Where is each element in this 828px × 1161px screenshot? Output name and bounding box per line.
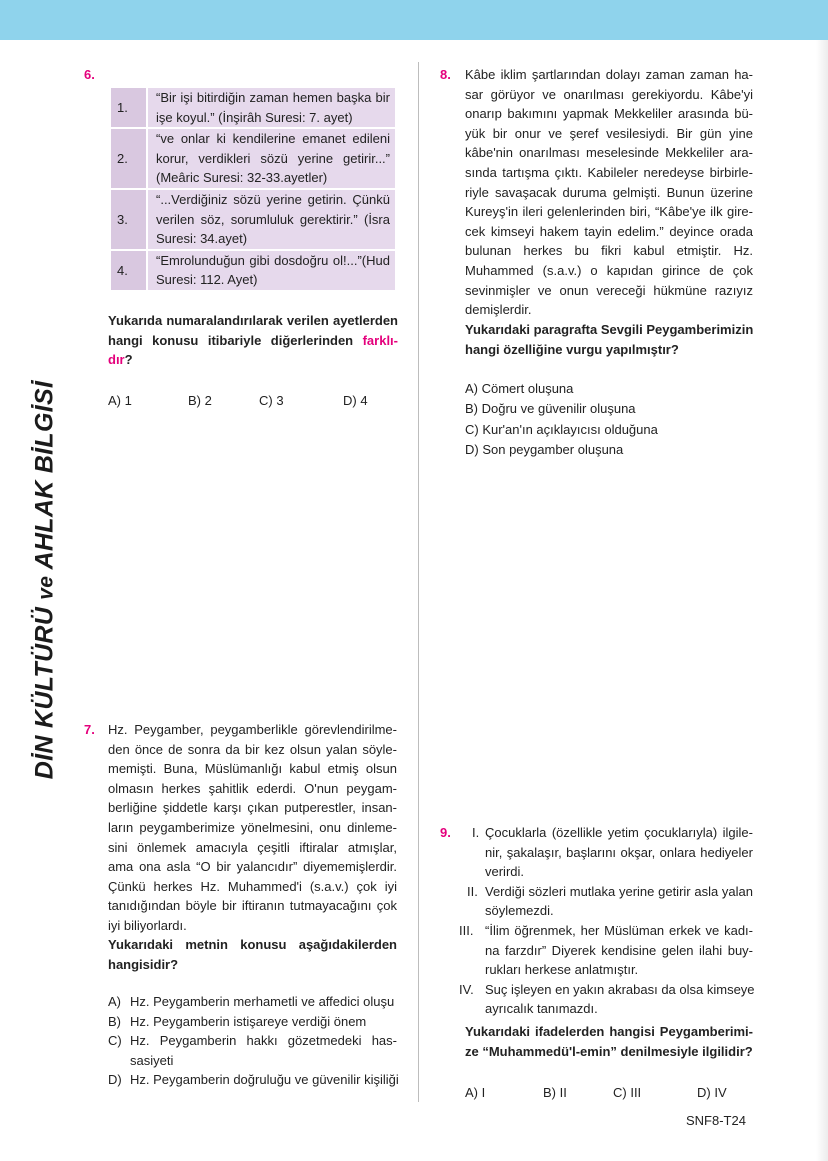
text-line: “Bir işi bitirdiğin zaman hemen başka bir	[156, 90, 390, 105]
option-text	[130, 992, 397, 1012]
text-line: ze “Muhammedü'l-emin” denilmesiyle ilgilidir?	[465, 1043, 753, 1059]
text-line: işe koyul.” (İnşirâh Suresi: 7. ayet)	[156, 109, 353, 125]
top-color-band	[0, 0, 828, 40]
text-line: riyle savaşacak duruma gelmişti. Bunun üzerine	[465, 184, 753, 200]
verse-number: 4.	[111, 250, 147, 291]
verse-row	[111, 189, 395, 250]
text-line: ların peygamberimize yönelmesini, onu dinleme-	[108, 819, 397, 835]
text-line: kâbe'nin onarılması meselesinde Mekkeliler ara-	[465, 145, 753, 161]
verse-row	[111, 250, 395, 291]
text-line: sevinmişler ve onun vereceği hükmüne razıyız	[465, 282, 753, 298]
question-8-number: 8.	[440, 67, 451, 82]
text-line: memişti. Buna, Müslümanlığı kabul etmiş olsun	[108, 761, 397, 777]
text-line: Hz. Peygamberin istişareye verdiği önem	[130, 1013, 367, 1029]
text-line: sar görüyor ve onarılması gerekiyordu. Kâbe'yi	[465, 86, 753, 102]
question-7-prompt	[108, 935, 397, 974]
option-text	[130, 1070, 397, 1090]
text-line: Hz. Peygamber, peygamberlikle görevlendirilme-	[108, 722, 397, 737]
text-line: Hz. Peygamberin hakkı gözetmedeki has-	[130, 1033, 397, 1049]
option-letter: D)	[108, 1072, 122, 1088]
question-9-statements	[459, 823, 755, 1019]
text-line: Hz. Peygamberin doğruluğu ve güvenilir kişiliği	[130, 1072, 399, 1088]
question-7-options	[108, 992, 397, 1090]
q7-option-c[interactable]	[108, 1031, 397, 1070]
q6-option-d[interactable]: D) 4	[343, 393, 368, 408]
text-line: na farzdır” Diyerek kendisine gelen ilahi buy-	[485, 942, 753, 958]
q6-option-a[interactable]: A) 1	[108, 393, 132, 408]
text-line: Kureyş'in ileri gelenlerinden biri, “Kâbe'ye ilk gire-	[465, 204, 753, 220]
text-line: yük bir onur ve şeref vesilesiydi. Bir gün yine	[465, 125, 753, 141]
statement-IV	[459, 980, 755, 1019]
verse-text	[147, 189, 395, 250]
q8-option-d[interactable]: D) Son peygamber oluşuna	[465, 442, 624, 457]
prompt-text: ?	[124, 352, 133, 368]
text-line: Muhammed (s.a.v.) o kapıdan girince de çok	[465, 262, 753, 278]
text-line: rukları herkese anlatmıştır.	[485, 962, 639, 978]
question-7-text	[108, 720, 397, 936]
q9-option-c[interactable]: C) III	[613, 1085, 642, 1100]
subject-title-ve: ve	[34, 575, 58, 600]
option-text	[130, 1012, 397, 1032]
text-line: ayrıcalık tanımazdı.	[485, 1001, 598, 1017]
prompt-line	[108, 350, 398, 370]
text-line: sini önlemek amacıyla çeşitli iftiralar atmışlar,	[108, 839, 397, 855]
statement-II	[465, 882, 753, 921]
q9-option-a[interactable]: A) I	[465, 1085, 486, 1100]
text-line: tanıdığından böyle bir iftiranın tutmayacağını çok	[108, 898, 397, 914]
text-line: Suresi: 112. Ayet)	[156, 272, 258, 288]
verse-number: 1.	[111, 88, 147, 128]
statement-III	[459, 921, 753, 980]
text-line: Verdiği sözleri mutlaka yerine getirir asla yalan	[485, 883, 753, 899]
roman-numeral: IV.	[459, 981, 474, 997]
text-line: Yukarıdaki paragrafta Sevgili Peygamberimizin	[465, 322, 754, 337]
page-code: SNF8-T24	[686, 1113, 746, 1128]
question-9-number: 9.	[440, 825, 451, 840]
text-line: den önce de sonra da bir kez olsun yalan söyle-	[108, 741, 397, 757]
prompt-line	[108, 331, 398, 351]
q8-option-c[interactable]: C) Kur'an'ın açıklayıcısı olduğuna	[465, 422, 658, 437]
statement-text	[485, 921, 753, 980]
verse-text	[147, 88, 395, 128]
text-line: söylemezdi.	[485, 903, 554, 919]
q7-option-d[interactable]	[108, 1070, 397, 1090]
prompt-line: Yukarıda numaralandırılarak verilen ayetlerden	[108, 313, 398, 328]
verse-number: 3.	[111, 189, 147, 250]
q6-option-b[interactable]: B) 2	[188, 393, 212, 408]
column-divider	[418, 62, 419, 1102]
q6-option-c[interactable]: C) 3	[259, 393, 284, 408]
text-line: cek kimseyi hakem tayin edelim.” deyince orada	[465, 223, 753, 239]
text-line: Yukarıdaki metnin konusu aşağıdakilerden	[108, 937, 397, 952]
question-6-number: 6.	[84, 67, 95, 82]
verse-text	[147, 128, 395, 189]
question-7-number: 7.	[84, 722, 95, 737]
text-line: verilen söz, sorumluluk gerektirir.” (İsra	[156, 211, 390, 227]
question-8-prompt	[465, 320, 753, 359]
option-letter: B)	[108, 1013, 121, 1029]
option-letter: A)	[108, 994, 121, 1009]
text-line: sında tartışma çıktı. Kabileler neredeyse birbirle-	[465, 164, 753, 180]
q9-option-d[interactable]: D) IV	[697, 1085, 727, 1100]
text-line: Çünkü herkes Hz. Muhammed'i (s.a.v.) çok iyi	[108, 878, 397, 894]
text-line: Suç işleyen en yakın akrabası da olsa kimseye	[485, 981, 755, 997]
statement-I	[465, 823, 753, 882]
verse-table	[111, 88, 395, 292]
question-9-prompt	[465, 1022, 753, 1061]
subject-title	[31, 381, 60, 779]
text-line: korur, verdikleri sözü yerine getirir...”	[156, 150, 390, 166]
q8-option-a[interactable]: A) Cömert oluşuna	[465, 381, 574, 396]
text-line: Yukarıdaki ifadelerden hangisi Peygamberimi-	[465, 1024, 753, 1039]
statement-text	[485, 882, 753, 921]
text-line: Kâbe iklim şartlarından dolayı zaman zaman ha-	[465, 67, 753, 82]
text-line: verirdi.	[485, 864, 525, 880]
text-line: “İlim öğrenmek, her Müslüman erkek ve kadı-	[485, 922, 753, 938]
text-line: “...Verdiğiniz sözü yerine getirin. Çünkü	[156, 191, 390, 207]
statement-text	[485, 823, 753, 882]
text-line: Çocuklarla (özellikle yetim çocuklarıyla) ilgile-	[485, 825, 753, 840]
text-line: “Emrolunduğun gibi dosdoğru ol!...”(Hud	[156, 252, 390, 268]
page-edge-shadow	[816, 40, 828, 1161]
roman-numeral: II.	[467, 883, 478, 899]
statement-text	[485, 980, 753, 1019]
prompt-text: hangi konusu itibariyle diğerlerinden	[108, 332, 363, 348]
subject-title-part2: AHLAK BİLGİSİ	[30, 380, 59, 576]
text-line: demişlerdir.	[465, 302, 532, 318]
text-line: Hz. Peygamberin merhametli ve affedici oluşu	[130, 994, 395, 1009]
subject-title-part1: DİN KÜLTÜRÜ	[30, 599, 59, 780]
text-line: bulunan herkes bu fikri kabul etmiştir. Hz.	[465, 243, 753, 259]
verse-row	[111, 88, 395, 128]
q9-option-b[interactable]: B) II	[543, 1085, 567, 1100]
question-8-text	[465, 65, 753, 320]
text-line: sasiyeti	[130, 1052, 174, 1068]
roman-numeral: III.	[459, 922, 474, 938]
option-text	[130, 1031, 397, 1070]
text-line: Suresi: 34.ayet)	[156, 231, 248, 247]
question-6-prompt	[108, 311, 398, 370]
text-line: “ve onlar ki kendilerine emanet edileni	[156, 131, 390, 147]
roman-numeral: I.	[472, 825, 480, 840]
text-line: olmasın herkes şahitlik ederdi. O'nun peygam-	[108, 780, 397, 796]
prompt-highlight: farklı-	[362, 332, 398, 348]
q7-option-a[interactable]	[108, 992, 397, 1012]
prompt-highlight: dır	[108, 352, 125, 368]
text-line: onarıp bakımını yapmak Mekkeliler arasında bü-	[465, 106, 753, 122]
option-letter: C)	[108, 1033, 122, 1049]
q8-option-b[interactable]: B) Doğru ve güvenilir oluşuna	[465, 401, 636, 416]
verse-row	[111, 128, 395, 189]
text-line: hangi özelliğine vurgu yapılmıştır?	[465, 341, 679, 357]
text-line: (Meâric Suresi: 32-33.ayetler)	[156, 170, 328, 186]
verse-number: 2.	[111, 128, 147, 189]
text-line: ama ona asla “O bir yalancıdır” diyememişlerdir.	[108, 859, 397, 875]
text-line: berliğine şiddetle karşı çıkan putperestler, insan-	[108, 800, 397, 816]
q7-option-b[interactable]	[108, 1012, 397, 1032]
text-line: iyi biliyorlardı.	[108, 917, 187, 933]
text-line: nir, şakalaşır, başlarını okşar, onlara hediyeler	[485, 844, 753, 860]
verse-text	[147, 250, 395, 291]
text-line: hangisidir?	[108, 956, 179, 972]
